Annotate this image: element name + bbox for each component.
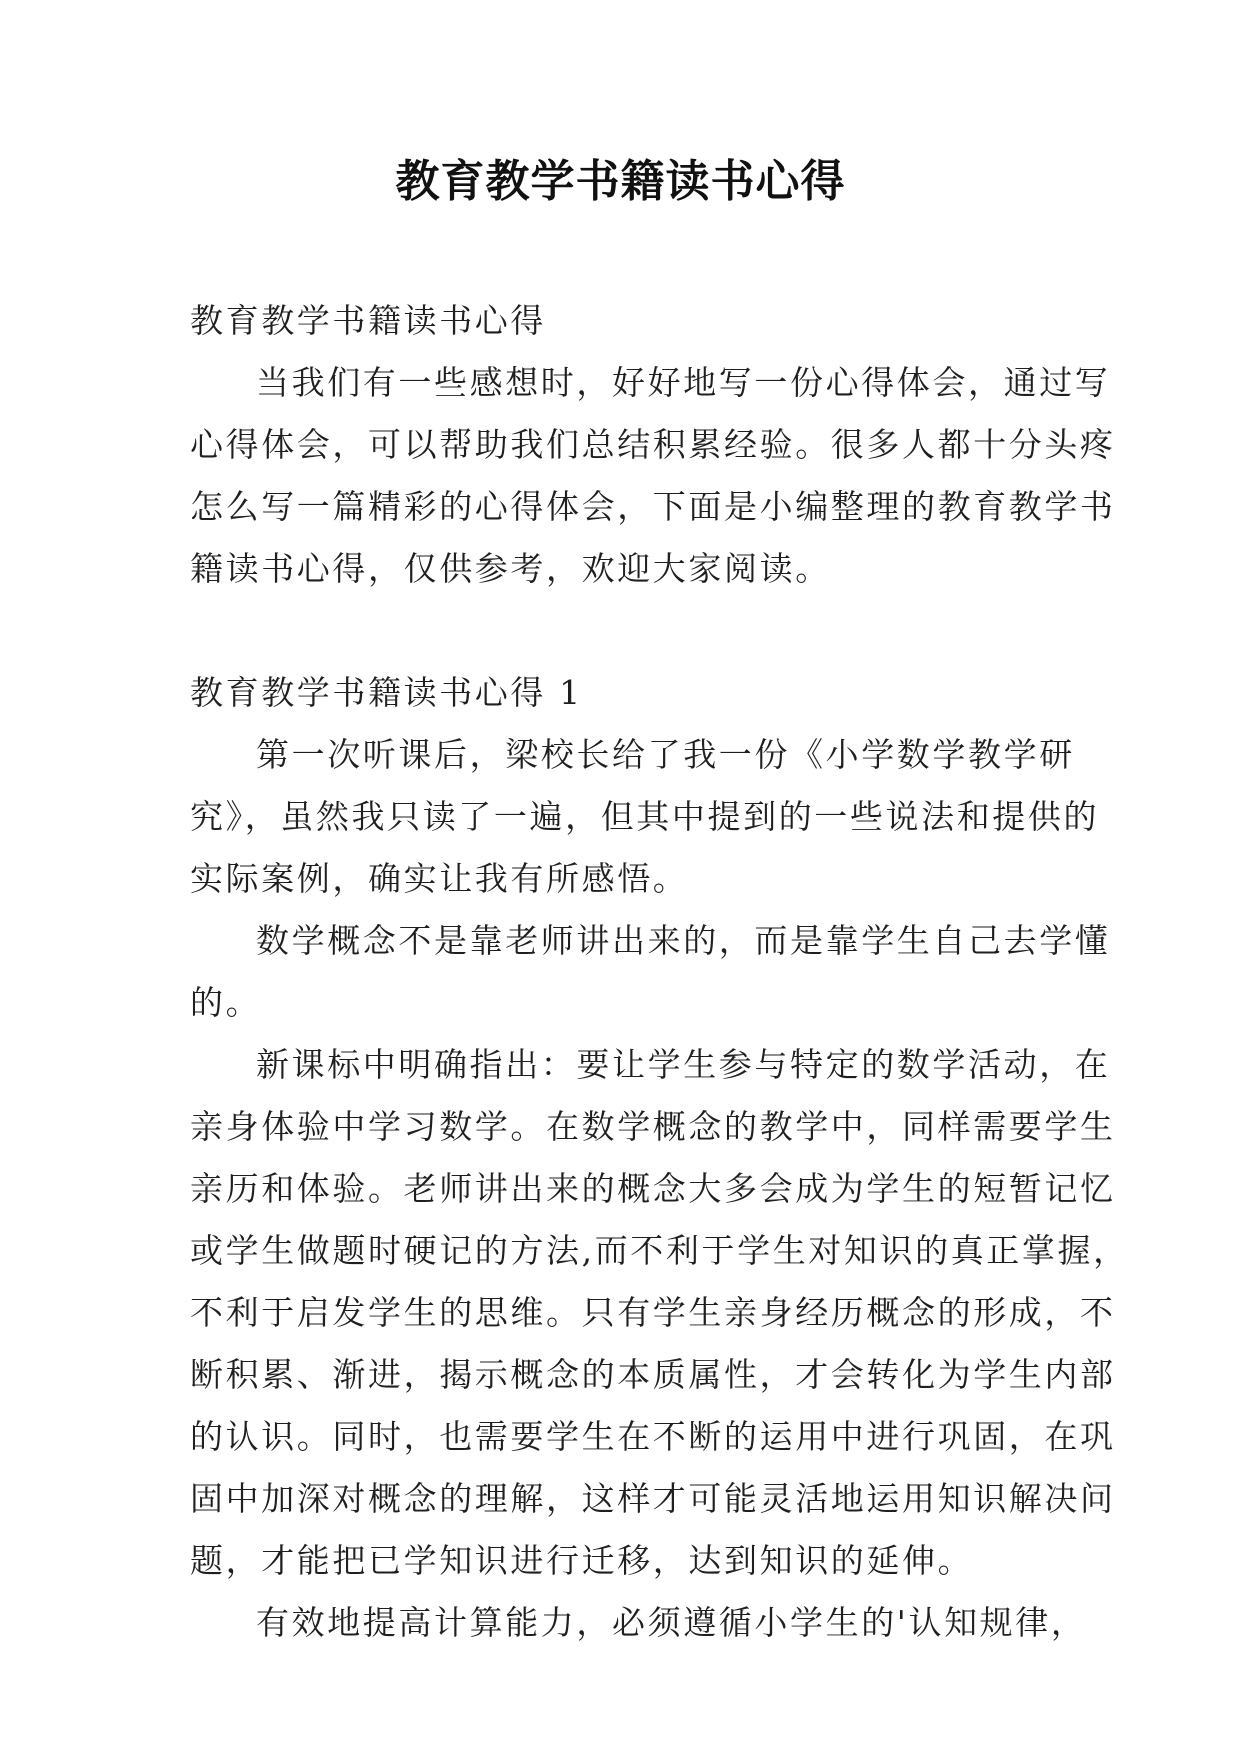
text-line: 新课标中明确指出：要让学生参与特定的数学活动，在 <box>256 1045 1111 1084</box>
text-line: 题，才能把已学知识进行迁移，达到知识的延伸。 <box>190 1541 974 1580</box>
text-line: 心得体会，可以帮助我们总结积累经验。很多人都十分头疼 <box>190 425 1116 464</box>
section-heading: 教育教学书籍读书心得 1 <box>190 673 583 712</box>
text-line: 亲历和体验。老师讲出来的概念大多会成为学生的短暂记忆 <box>190 1169 1116 1208</box>
paragraph <box>190 1592 1087 1654</box>
text-line: 断积累、渐进，揭示概念的本质属性，才会转化为学生内部 <box>190 1355 1116 1394</box>
spacer <box>190 600 1050 662</box>
document-title: 教育教学书籍读书心得 <box>395 156 846 207</box>
section-heading: 教育教学书籍读书心得 <box>190 301 546 340</box>
text-line: 固中加深对概念的理解，这样才可能灵活地运用知识解决问 <box>190 1479 1116 1518</box>
paragraph <box>190 724 1100 910</box>
paragraph <box>190 910 1111 1034</box>
text-line: 或学生做题时硬记的方法,而不利于学生对知识的真正掌握， <box>190 1231 1129 1270</box>
paragraph <box>190 1034 1129 1592</box>
text-line: 不利于启发学生的思维。只有学生亲身经历概念的形成，不 <box>190 1293 1116 1332</box>
text-line: 亲身体验中学习数学。在数学概念的教学中，同样需要学生 <box>190 1107 1116 1146</box>
text-line: 数学概念不是靠老师讲出来的，而是靠学生自己去学懂 <box>256 921 1111 960</box>
text-line: 怎么写一篇精彩的心得体会，下面是小编整理的教育教学书 <box>190 487 1116 526</box>
text-line: 第一次听课后，梁校长给了我一份《小学数学教学研 <box>256 735 1075 774</box>
document-body <box>190 290 1129 1654</box>
text-line: 的认识。同时，也需要学生在不断的运用中进行巩固，在巩 <box>190 1417 1116 1456</box>
text-line: 当我们有一些感想时，好好地写一份心得体会，通过写 <box>256 363 1111 402</box>
paragraph <box>190 352 1116 600</box>
text-line: 的。 <box>190 983 262 1022</box>
text-line: 籍读书心得，仅供参考，欢迎大家阅读。 <box>190 549 831 588</box>
text-line: 实际案例，确实让我有所感悟。 <box>190 859 689 898</box>
text-line: 究》，虽然我只读了一遍，但其中提到的一些说法和提供的 <box>190 797 1100 836</box>
text-line: 有效地提高计算能力，必须遵循小学生的'认知规律， <box>256 1603 1087 1642</box>
